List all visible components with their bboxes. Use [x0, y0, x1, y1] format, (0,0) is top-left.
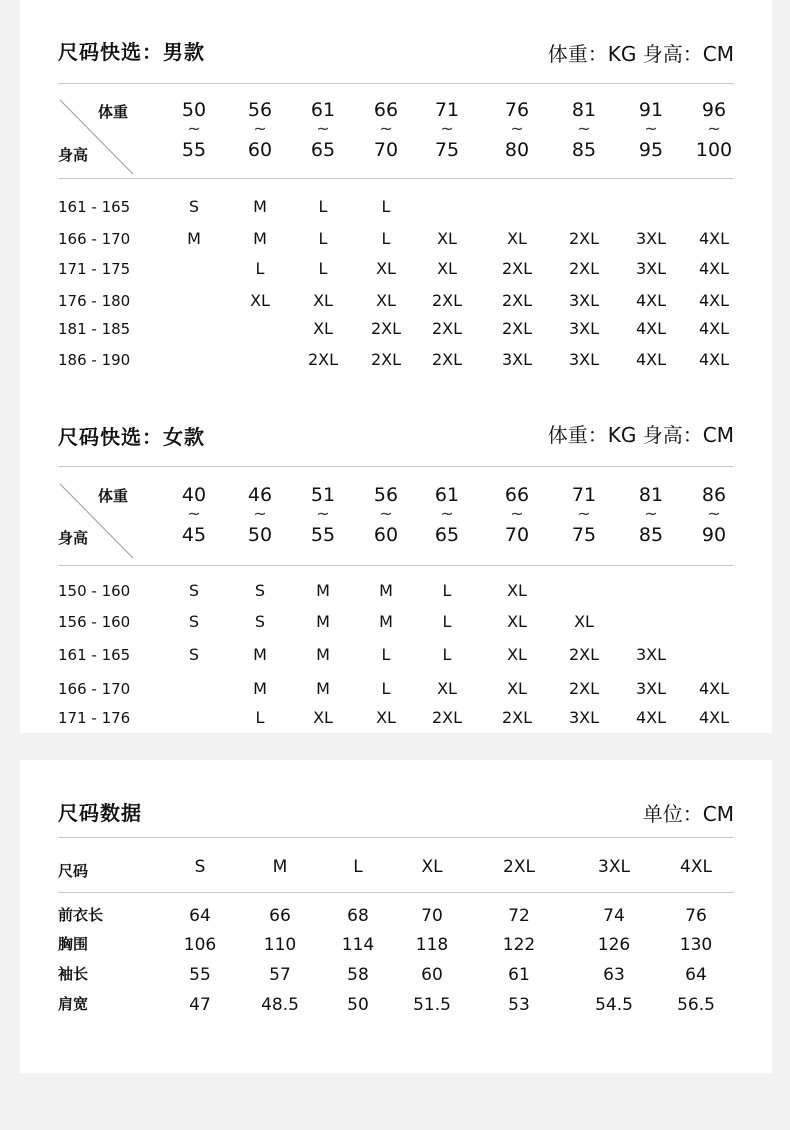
size-column-header: 2XL [503, 857, 535, 877]
size-cell: 2XL [568, 679, 600, 698]
size-cell: 4XL [698, 291, 730, 310]
size-cell: XL [376, 259, 396, 278]
weight-range-start: 71 [434, 99, 460, 121]
size-cell: 3XL [568, 350, 600, 369]
weight-range-tilde: ~ [644, 119, 658, 138]
weight-range-tilde: ~ [644, 504, 658, 523]
weight-range-tilde: ~ [253, 119, 267, 138]
weight-range-end: 75 [434, 139, 460, 161]
size-cell: XL [507, 679, 527, 698]
measurement-label: 肩宽 [58, 995, 89, 1013]
size-cell: 4XL [698, 350, 730, 369]
weight-range-tilde: ~ [707, 119, 721, 138]
weight-range-end: 60 [247, 139, 273, 161]
measurement-value: 126 [597, 935, 631, 955]
weight-range-end: 85 [638, 524, 664, 546]
weight-range-tilde: ~ [316, 504, 330, 523]
measurement-value: 47 [189, 995, 211, 1015]
height-range-label: 156 - 160 [58, 613, 131, 631]
measurement-value: 106 [183, 935, 217, 955]
divider [58, 837, 734, 838]
height-header-label: 身高 [58, 529, 89, 547]
height-range-label: 186 - 190 [58, 351, 131, 369]
size-cell: 2XL [431, 350, 463, 369]
height-range-label: 176 - 180 [58, 292, 131, 310]
size-cell: L [381, 197, 391, 216]
size-cell: M [379, 581, 393, 600]
size-cell: XL [313, 708, 333, 727]
weight-range-tilde: ~ [707, 504, 721, 523]
size-column-header-label: 尺码 [58, 862, 89, 880]
height-range-label: 150 - 160 [58, 582, 131, 600]
weight-range-tilde: ~ [187, 119, 201, 138]
size-cell: S [254, 581, 266, 600]
weight-range-start: 46 [247, 484, 273, 506]
weight-range-tilde: ~ [510, 119, 524, 138]
weight-range-start: 40 [181, 484, 207, 506]
size-cell: XL [437, 679, 457, 698]
size-cell: 3XL [635, 259, 667, 278]
size-cell: 2XL [370, 350, 402, 369]
divider [58, 83, 734, 84]
measurement-value: 66 [269, 906, 291, 926]
size-cell: S [188, 197, 200, 216]
weight-range-start: 86 [701, 484, 727, 506]
size-cell: XL [507, 612, 527, 631]
weight-range-end: 65 [434, 524, 460, 546]
measurement-value: 57 [269, 965, 291, 985]
size-column-header: S [194, 857, 206, 877]
measurement-value: 72 [508, 906, 530, 926]
weight-range-start: 91 [638, 99, 664, 121]
size-cell: 4XL [635, 708, 667, 727]
size-cell: 2XL [501, 708, 533, 727]
size-cell: L [442, 612, 452, 631]
size-data-panel [20, 760, 772, 1073]
height-range-label: 166 - 170 [58, 230, 131, 248]
size-column-header: XL [421, 857, 443, 877]
weight-range-end: 65 [310, 139, 336, 161]
size-cell: M [253, 645, 267, 664]
size-cell: S [254, 612, 266, 631]
weight-range-end: 70 [504, 524, 530, 546]
weight-range-end: 70 [373, 139, 399, 161]
size-cell: L [381, 645, 391, 664]
weight-range-end: 85 [571, 139, 597, 161]
size-cell: M [187, 229, 201, 248]
weight-range-start: 56 [247, 99, 273, 121]
size-cell: 4XL [698, 708, 730, 727]
weight-header-label: 体重 [98, 103, 129, 121]
men-unit-label: 体重：KG 身高：CM [547, 42, 734, 66]
height-range-label: 181 - 185 [58, 320, 131, 338]
size-cell: 2XL [370, 319, 402, 338]
measurement-value: 61 [508, 965, 530, 985]
size-cell: M [253, 229, 267, 248]
size-cell: XL [507, 581, 527, 600]
size-cell: L [318, 259, 328, 278]
size-cell: 4XL [635, 350, 667, 369]
header-diagonal-line [58, 98, 138, 178]
size-cell: 2XL [307, 350, 339, 369]
weight-range-start: 71 [571, 484, 597, 506]
size-cell: XL [376, 291, 396, 310]
size-cell: M [316, 612, 330, 631]
size-cell: M [379, 612, 393, 631]
size-cell: XL [313, 319, 333, 338]
measurement-value: 58 [347, 965, 369, 985]
size-cell: L [442, 581, 452, 600]
size-cell: XL [250, 291, 270, 310]
weight-range-end: 55 [310, 524, 336, 546]
weight-range-tilde: ~ [379, 504, 393, 523]
header-diagonal-line [58, 482, 138, 562]
size-cell: L [318, 229, 328, 248]
divider [58, 466, 734, 467]
weight-range-end: 55 [181, 139, 207, 161]
men-section-title: 尺码快选：男款 [58, 40, 205, 64]
size-cell: L [255, 708, 265, 727]
size-cell: 4XL [635, 291, 667, 310]
weight-range-start: 66 [504, 484, 530, 506]
measurement-value: 50 [347, 995, 369, 1015]
weight-range-tilde: ~ [440, 119, 454, 138]
size-cell: S [188, 612, 200, 631]
weight-range-tilde: ~ [316, 119, 330, 138]
measurement-value: 114 [341, 935, 375, 955]
height-range-label: 161 - 165 [58, 198, 131, 216]
size-cell: 3XL [568, 291, 600, 310]
measurement-value: 74 [603, 906, 625, 926]
weight-range-tilde: ~ [577, 504, 591, 523]
measurement-value: 76 [685, 906, 707, 926]
measurement-value: 70 [421, 906, 443, 926]
divider [58, 178, 734, 179]
size-cell: 2XL [431, 319, 463, 338]
weight-range-start: 61 [310, 99, 336, 121]
size-cell: 2XL [501, 259, 533, 278]
size-cell: 4XL [635, 319, 667, 338]
size-cell: L [381, 679, 391, 698]
size-cell: 4XL [698, 259, 730, 278]
weight-range-tilde: ~ [253, 504, 267, 523]
size-cell: L [255, 259, 265, 278]
size-cell: XL [376, 708, 396, 727]
size-cell: 2XL [501, 319, 533, 338]
measurement-value: 55 [189, 965, 211, 985]
weight-range-end: 100 [695, 139, 733, 161]
size-cell: 2XL [431, 291, 463, 310]
size-cell: L [381, 229, 391, 248]
weight-header-label: 体重 [98, 487, 129, 505]
size-cell: XL [313, 291, 333, 310]
weight-range-start: 51 [310, 484, 336, 506]
size-data-unit-label: 单位：CM [642, 802, 734, 826]
weight-range-end: 95 [638, 139, 664, 161]
size-cell: XL [507, 645, 527, 664]
measurement-value: 54.5 [595, 995, 633, 1015]
weight-range-start: 76 [504, 99, 530, 121]
size-cell: S [188, 581, 200, 600]
weight-range-tilde: ~ [187, 504, 201, 523]
measurement-label: 袖长 [58, 965, 89, 983]
size-cell: S [188, 645, 200, 664]
divider [58, 892, 734, 893]
measurement-value: 64 [189, 906, 211, 926]
measurement-value: 53 [508, 995, 530, 1015]
quick-size-panel [20, 0, 772, 733]
measurement-value: 48.5 [261, 995, 299, 1015]
weight-range-start: 81 [638, 484, 664, 506]
size-cell: 3XL [568, 708, 600, 727]
women-section-title: 尺码快选：女款 [58, 425, 205, 449]
weight-range-end: 80 [504, 139, 530, 161]
size-cell: M [316, 581, 330, 600]
height-range-label: 161 - 165 [58, 646, 131, 664]
size-cell: 2XL [568, 645, 600, 664]
weight-range-end: 45 [181, 524, 207, 546]
measurement-value: 130 [679, 935, 713, 955]
size-cell: 3XL [568, 319, 600, 338]
weight-range-end: 75 [571, 524, 597, 546]
size-column-header: L [353, 857, 363, 877]
weight-range-end: 90 [701, 524, 727, 546]
weight-range-start: 66 [373, 99, 399, 121]
size-column-header: 4XL [680, 857, 712, 877]
weight-range-tilde: ~ [577, 119, 591, 138]
measurement-value: 51.5 [413, 995, 451, 1015]
measurement-label: 胸围 [58, 935, 89, 953]
size-cell: 4XL [698, 679, 730, 698]
size-cell: 4XL [698, 319, 730, 338]
size-cell: 3XL [501, 350, 533, 369]
size-cell: 3XL [635, 679, 667, 698]
size-cell: 3XL [635, 229, 667, 248]
height-range-label: 171 - 175 [58, 260, 131, 278]
weight-range-end: 60 [373, 524, 399, 546]
size-column-header: 3XL [598, 857, 630, 877]
height-range-label: 166 - 170 [58, 680, 131, 698]
weight-range-start: 50 [181, 99, 207, 121]
measurement-value: 68 [347, 906, 369, 926]
measurement-label: 前衣长 [58, 906, 104, 924]
height-header-label: 身高 [58, 146, 89, 164]
size-cell: XL [507, 229, 527, 248]
size-cell: M [316, 679, 330, 698]
size-cell: 4XL [698, 229, 730, 248]
size-cell: 2XL [431, 708, 463, 727]
size-cell: M [253, 679, 267, 698]
measurement-value: 56.5 [677, 995, 715, 1015]
size-column-header: M [272, 857, 288, 877]
weight-range-end: 50 [247, 524, 273, 546]
women-unit-label: 体重：KG 身高：CM [547, 423, 734, 447]
size-cell: M [253, 197, 267, 216]
size-cell: 3XL [635, 645, 667, 664]
measurement-value: 64 [685, 965, 707, 985]
weight-range-tilde: ~ [379, 119, 393, 138]
size-data-title: 尺码数据 [58, 801, 142, 825]
weight-range-tilde: ~ [440, 504, 454, 523]
weight-range-tilde: ~ [510, 504, 524, 523]
size-cell: L [442, 645, 452, 664]
weight-range-start: 96 [701, 99, 727, 121]
size-cell: 2XL [568, 259, 600, 278]
weight-range-start: 81 [571, 99, 597, 121]
measurement-value: 118 [415, 935, 449, 955]
weight-range-start: 61 [434, 484, 460, 506]
size-cell: L [318, 197, 328, 216]
height-range-label: 171 - 176 [58, 709, 131, 727]
measurement-value: 63 [603, 965, 625, 985]
size-cell: M [316, 645, 330, 664]
size-cell: XL [574, 612, 594, 631]
measurement-value: 122 [502, 935, 536, 955]
weight-range-start: 56 [373, 484, 399, 506]
divider [58, 565, 734, 566]
size-cell: XL [437, 229, 457, 248]
size-cell: XL [437, 259, 457, 278]
measurement-value: 110 [263, 935, 297, 955]
size-cell: 2XL [501, 291, 533, 310]
measurement-value: 60 [421, 965, 443, 985]
size-cell: 2XL [568, 229, 600, 248]
